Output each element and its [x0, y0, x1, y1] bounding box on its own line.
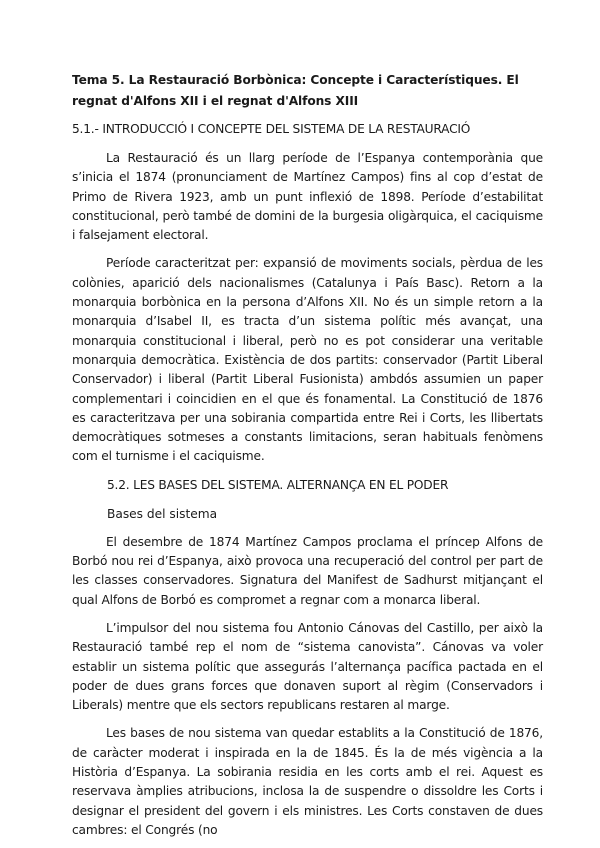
paragraph-1: La Restauració és un llarg període de l’Espanya contemporània que s’inicia el 1874 (pronunciament de Martínez Campos) fins al cop d’estat de Primo de Rivera 1923, amb un punt inflexió de 1898. Període d’estabilitat constitucional, però també de domini de la burgesia oligàrquica, el caciquisme i falsejament electoral.	[72, 151, 543, 243]
paragraph-3: El desembre de 1874 Martínez Campos proclama el príncep Alfons de Borbó nou rei d’Espanya, això provoca una recuperació del control per part de les classes conservadores. Signatura del Manifest de Sadhurst mitjançant el qual Alfons de Borbó es compromet a regnar com a monarca liberal.	[72, 534, 543, 607]
paragraph-2: Període caracteritzat per: expansió de moviments socials, pèrdua de les colònies, aparició dels nacionalismes (Catalunya i País Basc). Retorn a la monarquia borbònica en la persona d’Alfons XII. No és un simple retorn a la monarquia d’Isabel II, es tracta d’un sistema polític més avançat, una monarquia constitucional i liberal, però no es pot considerar una veritable monarquia democràtica. Existència de dos partits: conservador (Partit Liberal Conservador) i liberal (Partit Liberal Fusionista) ambdós assumien un paper complementari i coincidien en el que és fonamental. La Constitució de 1876 es caracteritzava per una sobirania compartida entre Rei i Corts, les llibertats democràtiques sotmeses a constants limitacions, seran habituals fenòmens com el turnisme i el caciquisme.	[72, 256, 543, 464]
subheading-bases-del-sistema: Bases del sistema	[107, 506, 218, 521]
document-title: Tema 5. La Restauració Borbònica: Concepte i Característiques. El regnat d'Alfons XII i el regnat d'Alfons XIII	[72, 73, 519, 108]
section-heading-5-1: 5.1.- INTRODUCCIÓ I CONCEPTE DEL SISTEMA DE LA RESTAURACIÓ	[72, 122, 471, 136]
paragraph-4: L’impulsor del nou sistema fou Antonio Cánovas del Castillo, per això la Restauració també rep el nom de “sistema canovista”. Cánovas va voler establir un sistema polític que assegurás l’alternança pacífica pactada en el poder de dues grans forces que donaven suport al règim (Conservadors i Liberals) mentre que els sectors republicans restaren al marge.	[72, 620, 543, 713]
section-heading-5-2: 5.2. LES BASES DEL SISTEMA. ALTERNANÇA EN EL PODER	[107, 477, 449, 492]
paragraph-5: Les bases de nou sistema van quedar establits a la Constitució de 1876, de caràcter moderat i inspirada en la de 1845. És la de més vigència a la Història d’Espanya. La sobirania residia en les corts amb el rei. Aquest es reservava àmplies atribucions, inclosa la de suspendre o dissoldre les Corts i designar el president del govern i els ministres. Les Corts constaven de dues cambres: el Congrés (no	[72, 726, 543, 837]
